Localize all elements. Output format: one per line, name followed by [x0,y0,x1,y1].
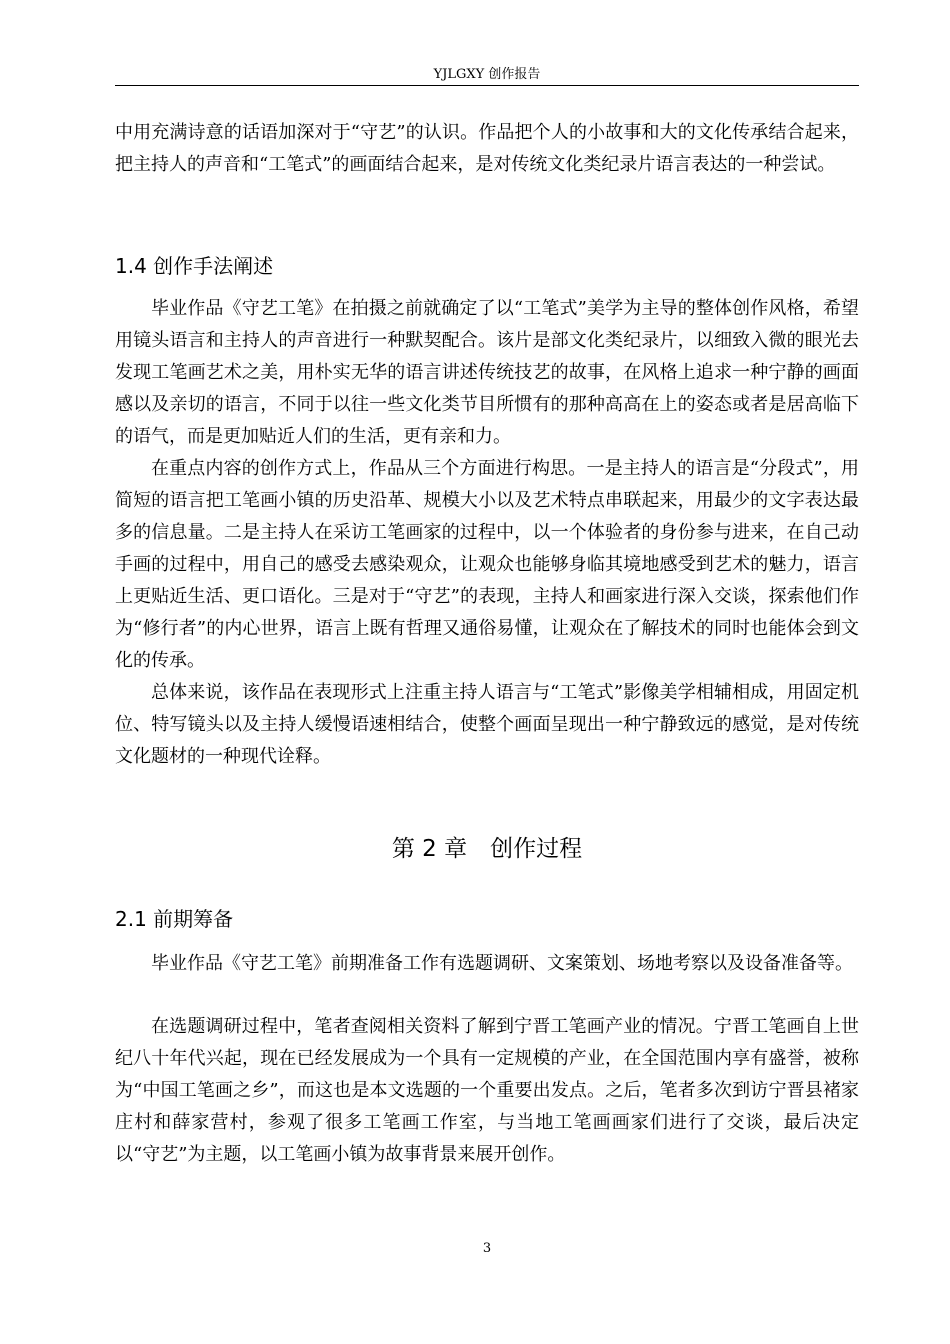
running-header: YJLGXY 创作报告 [433,67,541,82]
page-number: 3 [482,1241,492,1256]
paragraph-1-4-3: 总体来说，该作品在表现形式上注重主持人语言与“工笔式”影像美学相辅相成，用固定机位、特写镜头以及主持人缓慢语速相结合，使整个画面呈现出一种宁静致远的感觉，是对传统文化题材的一种现代诠释。 [115,682,859,767]
paragraph-1-4-2: 在重点内容的创作方式上，作品从三个方面进行构思。一是主持人的语言是“分段式”，用简短的语言把工笔画小镇的历史沿革、规模大小以及艺术特点串联起来，用最少的文字表达最多的信息量。二是主持人在采访工笔画家的过程中，以一个体验者的身份参与进来，在自己动手画的过程中，用自己的感受去感染观众，让观众也能够身临其境地感受到艺术的魅力，语言上更贴近生活、更口语化。三是对于“守艺”的表现，主持人和画家进行深入交谈，探索他们作为“修行者”的内心世界，语言上既有哲理又通俗易懂，让观众在了解技术的同时也能体会到文化的传承。 [115,458,859,671]
header-divider [115,85,859,86]
chapter-2-title: 第 2 章 创作过程 [391,836,583,862]
intro-paragraph: 中用充满诗意的话语加深对于“守艺”的认识。作品把个人的小故事和大的文化传承结合起来，把主持人的声音和“工笔式”的画面结合起来，是对传统文化类纪录片语言表达的一种尝试。 [115,122,859,175]
paragraph-1-4-1: 毕业作品《守艺工笔》在拍摄之前就确定了以“工笔式”美学为主导的整体创作风格，希望用镜头语言和主持人的声音进行一种默契配合。该片是部文化类纪录片，以细致入微的眼光去发现工笔画艺术之美，用朴实无华的语言讲述传统技艺的故事，在风格上追求一种宁静的画面感以及亲切的语言，不同于以往一些文化类节目所惯有的那种高高在上的姿态或者是居高临下的语气，而是更加贴近人们的生活，更有亲和力。 [115,298,859,447]
section-heading-2-1: 2.1 前期筹备 [115,907,234,931]
section-heading-1-4: 1.4 创作手法阐述 [115,254,274,278]
paragraph-2-1-1: 毕业作品《守艺工笔》前期准备工作有选题调研、文案策划、场地考察以及设备准备等。 [151,953,853,974]
paragraph-2-1-2: 在选题调研过程中，笔者查阅相关资料了解到宁晋工笔画产业的情况。宁晋工笔画自上世纪八十年代兴起，现在已经发展成为一个具有一定规模的产业，在全国范围内享有盛誉，被称为“中国工笔画之乡”，而这也是本文选题的一个重要出发点。之后，笔者多次到访宁晋县褚家庄村和薛家营村，参观了很多工笔画工作室，与当地工笔画画家们进行了交谈，最后决定以“守艺”为主题，以工笔画小镇为故事背景来展开创作。 [115,1016,859,1165]
